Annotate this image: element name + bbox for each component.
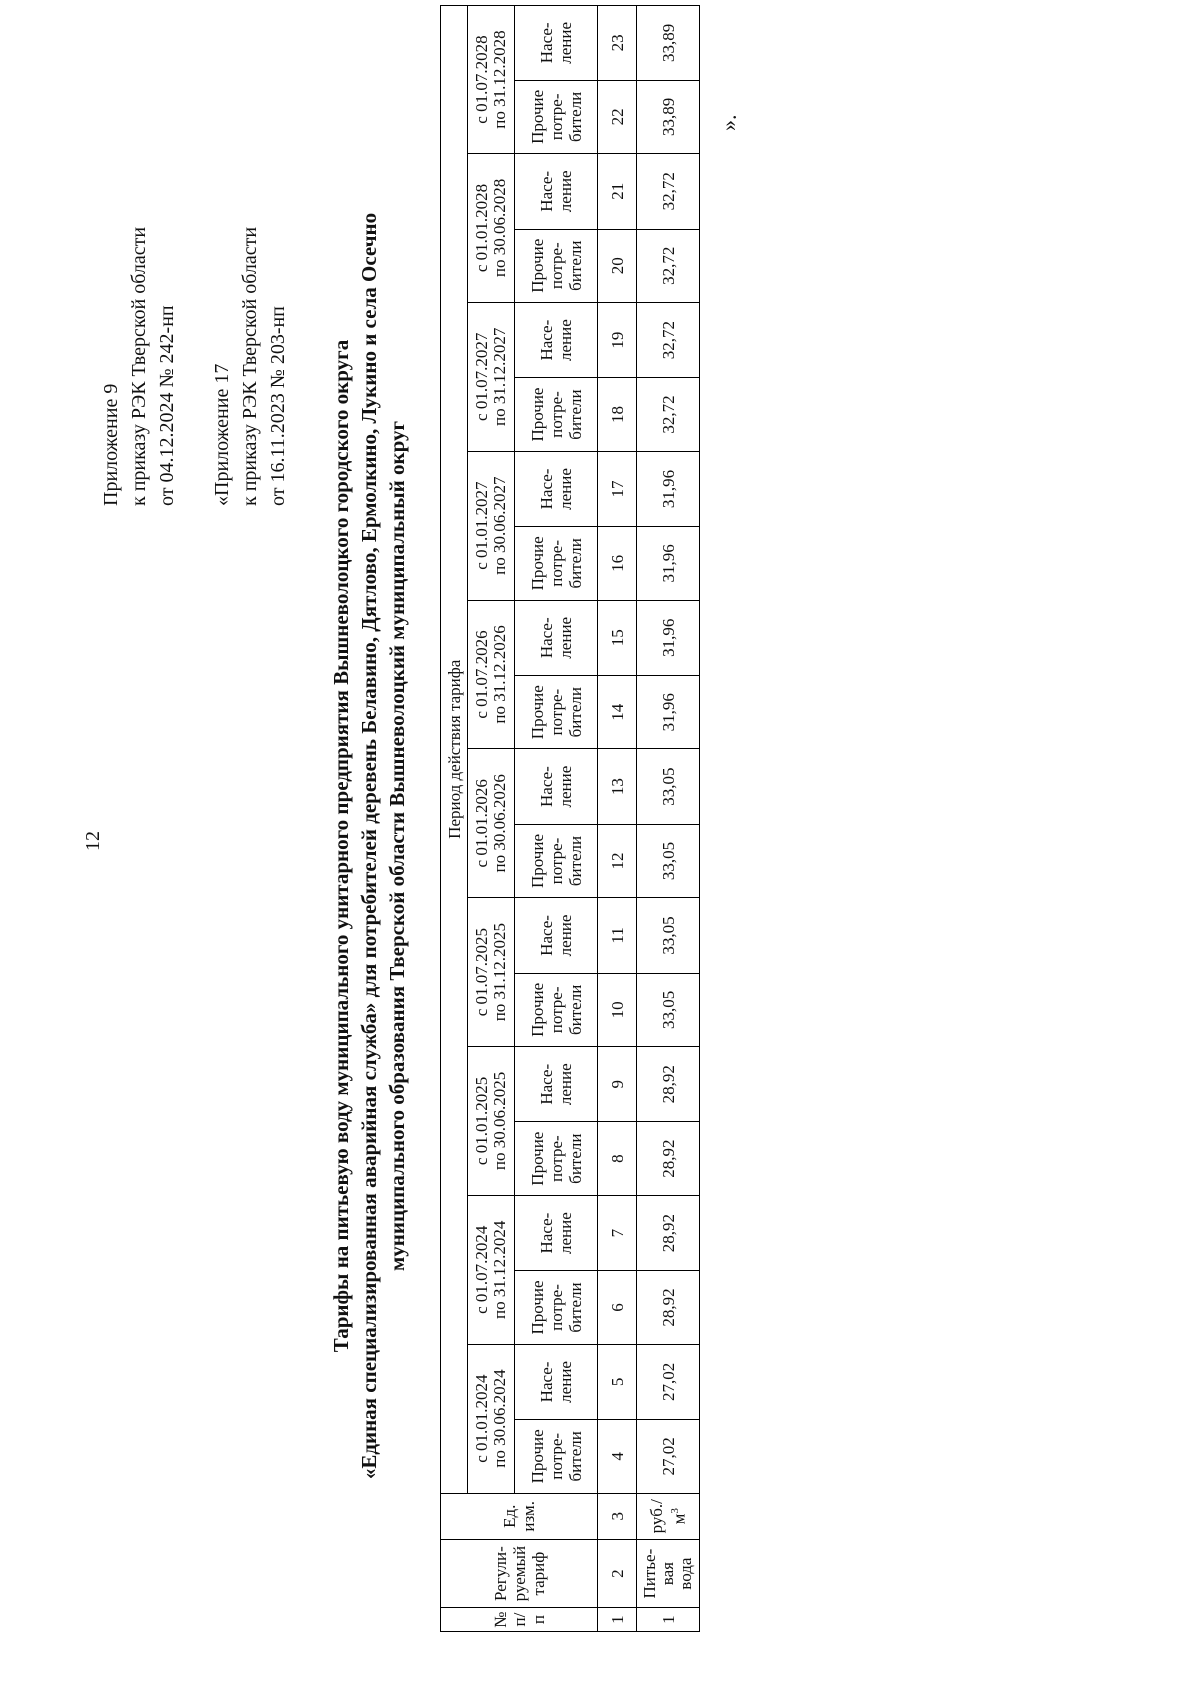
tariff-value: 33,05	[637, 824, 700, 897]
header-population: Насе- ление	[515, 600, 598, 675]
header-other: Прочие потре- бители	[515, 1122, 598, 1195]
appendix-current-line2: к приказу РЭК Тверской области	[128, 226, 150, 506]
header-other: Прочие потре- бители	[515, 378, 598, 451]
header-num: № п/п	[441, 1608, 598, 1632]
header-row-period	[441, 6, 468, 1632]
header-population: Насе- ление	[515, 898, 598, 973]
closing-quote: ».	[716, 114, 741, 131]
header-other: Прочие потре- бители	[515, 1420, 598, 1493]
title-line2: «Единая специализированная аварийная служба» для потребителей деревень Белавино, Дятлово, Ермолкино, Лукино и села Осечно	[357, 212, 381, 1480]
tariff-value: 28,92	[637, 1195, 700, 1270]
period-2: с 01.07.2024 по 31.12.2024	[468, 1195, 515, 1344]
row-tariff: Питье- вая вода	[637, 1540, 700, 1608]
period-3: с 01.01.2025 по 30.06.2025	[468, 1047, 515, 1196]
column-number: 18	[598, 378, 637, 451]
column-number: 15	[598, 600, 637, 675]
header-other: Прочие потре- бители	[515, 1271, 598, 1344]
title-line3: муниципального образования Тверской области Вышневолоцкий муниципальный округ	[385, 420, 409, 1272]
appendix-previous	[208, 227, 292, 506]
period-1: с 01.01.2024 по 30.06.2024	[468, 1344, 515, 1493]
tariff-value: 28,92	[637, 1271, 700, 1344]
column-number: 19	[598, 302, 637, 377]
column-number: 4	[598, 1420, 637, 1493]
row-num: 1	[637, 1608, 700, 1632]
header-tariff: Регули- руемый тариф	[441, 1540, 598, 1608]
header-population: Насе- ление	[515, 1195, 598, 1270]
column-number-row	[598, 6, 637, 1632]
column-number: 3	[598, 1493, 637, 1540]
header-period: Период действия тарифа	[441, 6, 468, 1494]
tariff-value: 33,05	[637, 898, 700, 973]
header-other: Прочие потре- бители	[515, 973, 598, 1046]
period-6: с 01.07.2026 по 31.12.2026	[468, 600, 515, 749]
header-other: Прочие потре- бители	[515, 824, 598, 897]
header-other: Прочие потре- бители	[515, 80, 598, 153]
column-number: 2	[598, 1540, 637, 1608]
header-population: Насе- ление	[515, 6, 598, 81]
column-number: 21	[598, 154, 637, 229]
unit-superscript: 3	[669, 1508, 682, 1514]
period-7: с 01.01.2027 по 30.06.2027	[468, 451, 515, 600]
column-number: 7	[598, 1195, 637, 1270]
tariff-value: 32,72	[637, 302, 700, 377]
column-number: 16	[598, 527, 637, 600]
tariff-value: 27,02	[637, 1420, 700, 1493]
column-number: 10	[598, 973, 637, 1046]
column-number: 11	[598, 898, 637, 973]
header-row-consumers	[515, 6, 598, 1632]
tariff-value: 32,72	[637, 154, 700, 229]
column-number: 9	[598, 1047, 637, 1122]
tariff-value: 33,89	[637, 80, 700, 153]
header-other: Прочие потре- бители	[515, 229, 598, 302]
header-row-dates	[468, 6, 515, 1632]
tariff-value: 31,96	[637, 451, 700, 526]
period-8: с 01.07.2027 по 31.12.2027	[468, 302, 515, 451]
appendix-previous-line1: «Приложение 17	[211, 363, 233, 506]
column-number: 8	[598, 1122, 637, 1195]
tariff-value: 32,72	[637, 378, 700, 451]
tariff-value: 32,72	[637, 229, 700, 302]
column-number: 13	[598, 749, 637, 824]
header-population: Насе- ление	[515, 154, 598, 229]
header-population: Насе- ление	[515, 749, 598, 824]
column-number: 1	[598, 1608, 637, 1632]
tariff-value: 33,05	[637, 973, 700, 1046]
appendix-current	[97, 227, 181, 506]
column-number: 6	[598, 1271, 637, 1344]
table-row	[637, 6, 700, 1632]
column-number: 17	[598, 451, 637, 526]
tariff-value: 27,02	[637, 1344, 700, 1419]
column-number: 22	[598, 80, 637, 153]
tariff-table	[440, 5, 700, 1632]
header-other: Прочие потре- бители	[515, 527, 598, 600]
page-number: 12	[82, 831, 104, 851]
column-number: 12	[598, 824, 637, 897]
column-number: 14	[598, 676, 637, 749]
tariff-value: 31,96	[637, 676, 700, 749]
column-number: 23	[598, 6, 637, 81]
appendix-current-line1: Приложение 9	[100, 383, 122, 506]
tariff-value: 33,05	[637, 749, 700, 824]
tariff-value: 33,89	[637, 6, 700, 81]
header-population: Насе- ление	[515, 1344, 598, 1419]
appendix-previous-line3: от 16.11.2023 № 203-нп	[267, 306, 289, 506]
header-population: Насе- ление	[515, 451, 598, 526]
tariff-value: 28,92	[637, 1122, 700, 1195]
document-title	[327, 146, 411, 1546]
header-unit: Ед. изм.	[441, 1493, 598, 1540]
period-9: с 01.01.2028 по 30.06.2028	[468, 154, 515, 303]
period-5: с 01.01.2026 по 30.06.2026	[468, 749, 515, 898]
tariff-value: 31,96	[637, 600, 700, 675]
tariff-value: 31,96	[637, 527, 700, 600]
tariff-value: 28,92	[637, 1047, 700, 1122]
appendix-previous-line2: к приказу РЭК Тверской области	[239, 226, 261, 506]
header-population: Насе- ление	[515, 1047, 598, 1122]
header-population: Насе- ление	[515, 302, 598, 377]
column-number: 5	[598, 1344, 637, 1419]
column-number: 20	[598, 229, 637, 302]
period-4: с 01.07.2025 по 31.12.2025	[468, 898, 515, 1047]
row-unit: руб./ $м^3$	[637, 1493, 700, 1540]
title-line1: Тарифы на питьевую воду муниципального унитарного предприятия Вышневолоцкого городского округа	[329, 339, 353, 1353]
period-10: с 01.07.2028 по 31.12.2028	[468, 6, 515, 154]
header-other: Прочие потре- бители	[515, 676, 598, 749]
appendix-current-line3: от 04.12.2024 № 242-нп	[156, 305, 178, 506]
